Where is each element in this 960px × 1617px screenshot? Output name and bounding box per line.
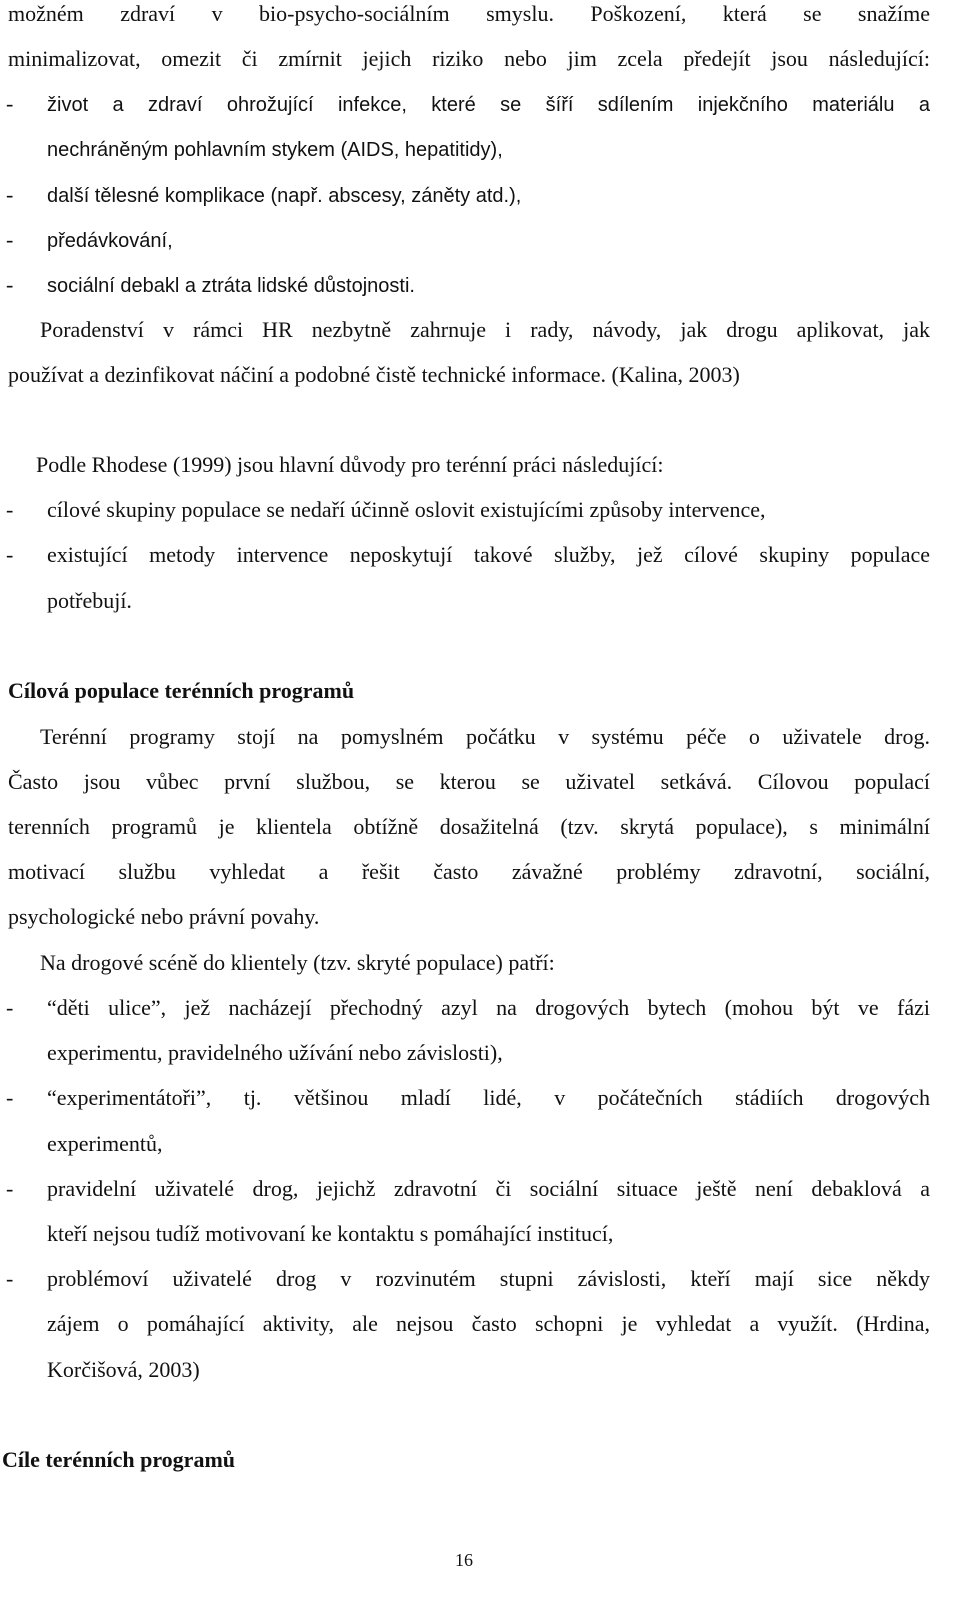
paragraph-line: psychologické nebo právní povahy. (8, 904, 320, 929)
bullet-dash: - (6, 182, 14, 207)
bullet-dash: - (6, 91, 14, 116)
list-item: problémoví uživatelé drog v rozvinutém stupni závislosti, kteří mají sice někdy (47, 1266, 930, 1291)
bullet-dash: - (6, 542, 14, 567)
paragraph-line: Podle Rhodese (1999) jsou hlavní důvody pro terénní práci následující: (36, 452, 664, 477)
list-item: existující metody intervence neposkytují takové služby, jež cílové skupiny populace (47, 542, 930, 567)
list-item: “experimentátoři”, tj. většinou mladí lidé, v počátečních stádiích drogových (47, 1085, 930, 1110)
paragraph-line: Poradenství v rámci HR nezbytně zahrnuje i rady, návody, jak drogu aplikovat, jak (40, 317, 930, 342)
list-item-continuation: experimentu, pravidelného užívání nebo závislosti), (47, 1040, 503, 1065)
list-item-continuation: nechráněným pohlavním stykem (AIDS, hepatitidy), (47, 139, 503, 161)
list-item: další tělesné komplikace (např. abscesy, záněty atd.), (47, 185, 522, 207)
bullet-dash: - (6, 1176, 14, 1201)
section-heading: Cílová populace terénních programů (8, 678, 355, 703)
paragraph-line: možném zdraví v bio-psycho-sociálním smyslu. Poškození, která se snažíme (8, 1, 930, 26)
page-number: 16 (455, 1550, 473, 1570)
paragraph-line: terenních programů je klientela obtížně dosažitelná (tzv. skrytá populace), s minimální (8, 814, 930, 839)
paragraph-line: minimalizovat, omezit či zmírnit jejich riziko nebo jim zcela předejít jsou následující: (8, 46, 930, 71)
list-item: život a zdraví ohrožující infekce, které se šíří sdílením injekčního materiálu a (47, 94, 930, 116)
list-item: sociální debakl a ztráta lidské důstojnosti. (47, 275, 415, 297)
paragraph-line: Často jsou vůbec první službou, se kterou se uživatel setkává. Cílovou populací (8, 769, 930, 794)
list-item-continuation: zájem o pomáhající aktivity, ale nejsou často schopni je vyhledat a využít. (Hrdina, (47, 1311, 930, 1336)
paragraph-line: používat a dezinfikovat náčiní a podobné čistě technické informace. (Kalina, 2003) (8, 362, 740, 387)
list-item-continuation: experimentů, (47, 1131, 163, 1156)
paragraph-line: Terénní programy stojí na pomyslném počátku v systému péče o uživatele drog. (40, 724, 930, 749)
list-item: “děti ulice”, jež nacházejí přechodný azyl na drogových bytech (mohou být ve fázi (47, 995, 930, 1020)
list-item-continuation: potřebují. (47, 588, 132, 613)
list-item: předávkování, (47, 230, 173, 252)
list-item: pravidelní uživatelé drog, jejichž zdravotní či sociální situace ještě není debaklová a (47, 1176, 930, 1201)
paragraph-line: motivací službu vyhledat a řešit často závažné problémy zdravotní, sociální, (8, 859, 930, 884)
bullet-dash: - (6, 1266, 14, 1291)
bullet-dash: - (6, 227, 14, 252)
bullet-dash: - (6, 1085, 14, 1110)
bullet-dash: - (6, 272, 14, 297)
list-item-continuation: Korčišová, 2003) (47, 1357, 200, 1382)
paragraph-line: Na drogové scéně do klientely (tzv. skryté populace) patří: (40, 950, 555, 975)
bullet-dash: - (6, 497, 14, 522)
list-item-continuation: kteří nejsou tudíž motivovaní ke kontaktu s pomáhající institucí, (47, 1221, 614, 1246)
bullet-dash: - (6, 995, 14, 1020)
section-heading: Cíle terénních programů (2, 1447, 236, 1472)
list-item: cílové skupiny populace se nedaří účinně oslovit existujícími způsoby intervence, (47, 497, 766, 522)
